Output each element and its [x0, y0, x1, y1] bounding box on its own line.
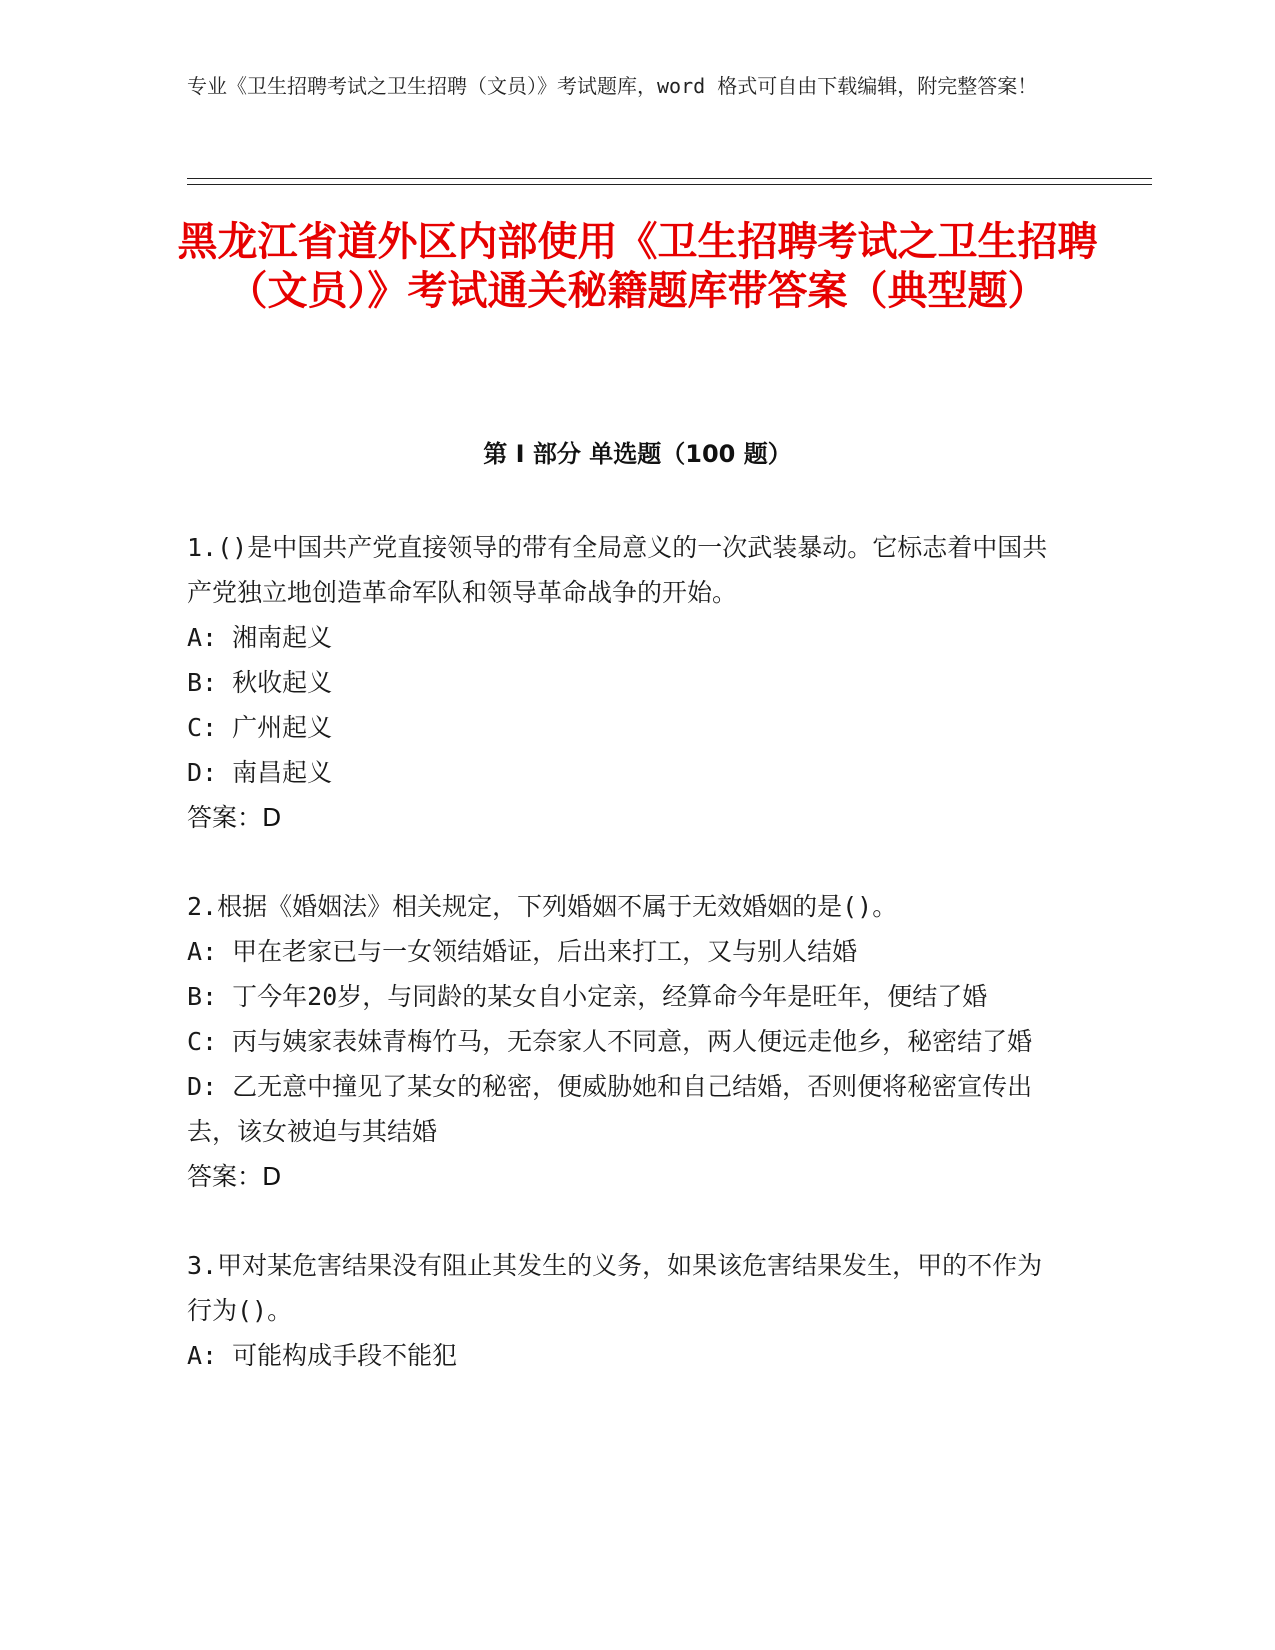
option-b: B: 丁今年20岁，与同龄的某女自小定亲，经算命今年是旺年，便结了婚	[187, 982, 988, 1011]
option-b: B: 秋收起义	[187, 668, 333, 697]
section-heading: 第 I 部分 单选题（100 题）	[483, 440, 792, 468]
question-text: 2.根据《婚姻法》相关规定，下列婚姻不属于无效婚姻的是()。	[187, 892, 898, 921]
question-2	[187, 884, 1067, 1199]
question-text: 1.()是中国共产党直接领导的带有全局意义的一次武装暴动。它标志着中国共产党独立地创造革命军队和领导革命战争的开始。	[187, 533, 1048, 607]
option-a: A: 湘南起义	[187, 623, 333, 652]
answer-line: 答案：D	[187, 803, 282, 832]
question-text: 3.甲对某危害结果没有阻止其发生的义务，如果该危害结果发生，甲的不作为行为()。	[187, 1251, 1043, 1325]
header-divider-top	[187, 178, 1152, 179]
answer-line: 答案：D	[187, 1162, 282, 1191]
option-c: C: 丙与姨家表妹青梅竹马，无奈家人不同意，两人便远走他乡，秘密结了婚	[187, 1027, 1033, 1056]
option-d: D: 南昌起义	[187, 758, 333, 787]
question-3	[187, 1243, 1067, 1378]
option-d: D: 乙无意中撞见了某女的秘密，便威胁她和自己结婚，否则便将秘密宣传出去，该女被迫与其结婚	[187, 1072, 1033, 1146]
question-list	[187, 525, 1067, 1422]
option-a: A: 可能构成手段不能犯	[187, 1341, 458, 1370]
option-a: A: 甲在老家已与一女领结婚证，后出来打工，又与别人结婚	[187, 937, 858, 966]
option-c: C: 广州起义	[187, 713, 333, 742]
document-title: 黑龙江省道外区内部使用《卫生招聘考试之卫生招聘（文员）》考试通关秘籍题库带答案（典型题）	[177, 219, 1098, 314]
header-note: 专业《卫生招聘考试之卫生招聘（文员）》考试题库，word 格式可自由下载编辑，附完整答案！	[187, 74, 1038, 98]
question-1	[187, 525, 1067, 840]
header-divider-bottom	[187, 184, 1152, 185]
